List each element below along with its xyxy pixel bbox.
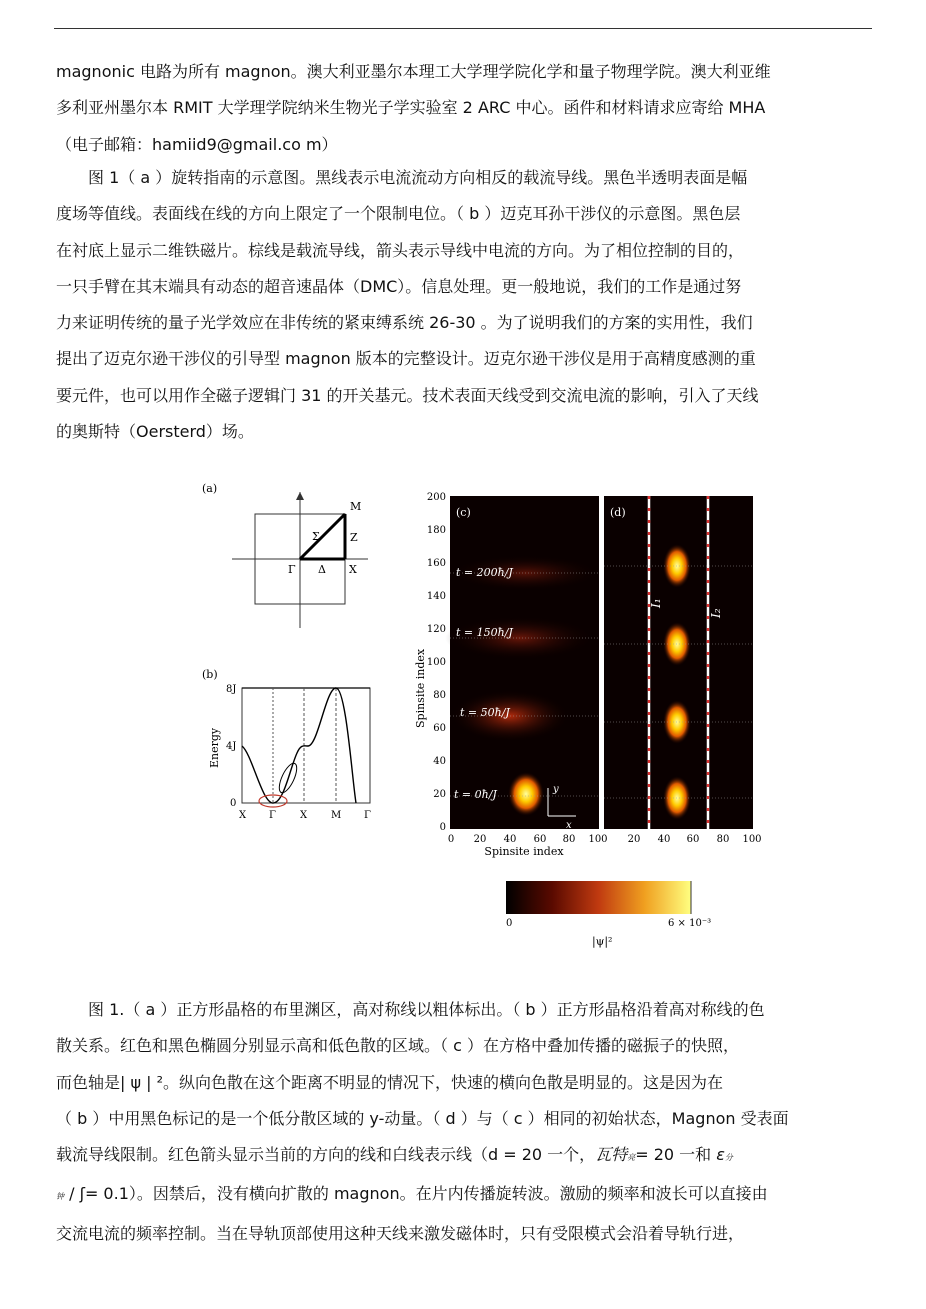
x-tick: 100	[742, 834, 762, 845]
caption-line: 散关系。红色和黑色椭圆分别显示高和低色散的区域。（ c ）在方格中叠加传播的磁振子的快照，	[56, 1036, 739, 1056]
figure-caption	[56, 992, 874, 1252]
wave-packet-t0	[508, 772, 544, 816]
snapshot-label-t200: t = 200ħ/J	[456, 566, 513, 579]
x-ticks-c	[448, 834, 608, 845]
x-tick: 80	[716, 834, 730, 845]
x-tick: X	[239, 810, 247, 821]
caption-line: （ b ）中用黑色标记的是一个低分散区域的 y-动量。（ d ）与（ c ）相同的初始状态，Magnon 受表面	[56, 1108, 789, 1128]
colorbar-max: 6 × 10⁻³	[668, 918, 712, 929]
colorbar-min: 0	[506, 918, 513, 929]
caption-line	[56, 1137, 874, 1176]
intro-line-2: 多利亚州墨尔本 RMIT 大学理学院纳米生物光子学实验室 2 ARC 中心。函件和材料请求应寄给 MHA	[56, 98, 766, 118]
x-axis-label: Spinsite index	[484, 845, 564, 858]
caption-text: = 20 一和	[635, 1145, 717, 1165]
body-line: 图 1（ a ）旋转指南的示意图。黑线表示电流流动方向相反的载流导线。黑色半透明表面是幅	[88, 168, 748, 187]
x-tick: 0	[447, 834, 455, 845]
colorbar-label: |ψ|²	[592, 935, 613, 948]
y-tick: 40	[433, 756, 446, 767]
snapshot-label-t50: t = 50ħ/J	[460, 706, 510, 719]
y-tick: 120	[426, 624, 446, 635]
caption-subscript: 钟	[56, 1192, 64, 1202]
intro-line-1: magnonic 电路为所有 magnon。澳大利亚墨尔本理工大学理学院化学和量子物理学院。澳大利亚维	[56, 62, 771, 81]
x-tick: 40	[657, 834, 671, 845]
body-line: 提出了迈克尔逊干涉仪的引导型 magnon 版本的完整设计。迈克尔逊干涉仪是用于高精度感测的重	[56, 349, 756, 369]
x-label: X	[349, 563, 357, 576]
x-tick: 100	[588, 834, 608, 845]
x-tick: 40	[503, 834, 517, 845]
y-axis-label: Spinsite index	[414, 648, 427, 728]
header-rule	[54, 28, 872, 29]
point-m-label: M	[350, 500, 362, 513]
x-tick: Γ	[364, 810, 371, 821]
intro-paragraph	[56, 54, 874, 163]
y-tick: 0	[439, 822, 446, 833]
body-line: 的奥斯特（Oersterd）场。	[56, 422, 254, 442]
caption-text-italic: 瓦特	[595, 1145, 628, 1165]
colorbar	[506, 881, 691, 914]
caption-subscript: 分	[724, 1153, 733, 1163]
sigma-line	[300, 514, 345, 559]
caption-subscript: 亮	[627, 1153, 636, 1163]
x-tick: 80	[562, 834, 576, 845]
axis-x-glyph: x	[566, 820, 572, 831]
y-tick: 140	[426, 591, 446, 602]
y-tick-4j: 4J	[226, 741, 237, 752]
y-tick-8j: 8J	[226, 684, 237, 695]
body-line: 度场等值线。表面线在线的方向上限定了一个限制电位。（ b ）迈克耳孙干涉仪的示意图。黑色层	[56, 204, 741, 224]
dispersion-curve	[242, 688, 356, 803]
body-paragraph	[56, 160, 874, 450]
caption-line: 而色轴是| ψ | ²。纵向色散在这个距离不明显的情况下，快速的横向色散是明显的。这是因为在	[56, 1072, 724, 1092]
snapshot-label-t150: t = 150ħ/J	[456, 626, 513, 639]
body-line: 一只手臂在其末端具有动态的超音速晶体（DMC）。信息处理。更一般地说，我们的工作是通过努	[56, 276, 742, 296]
panel-c-label: (c)	[456, 506, 471, 519]
y-tick: 200	[426, 492, 446, 503]
intro-line-3: （电子邮箱：hamiid9@gmail.co m）	[56, 134, 338, 154]
y-tick: 80	[433, 690, 446, 701]
y-ticks-c	[427, 492, 446, 833]
ky-arrowhead	[296, 492, 304, 500]
figure-1	[190, 478, 770, 958]
caption-line: 图 1.（ a ）正方形晶格的布里渊区，高对称线以粗体标出。（ b ）正方形晶格沿着高对称线的色	[88, 1000, 765, 1019]
caption-line: 交流电流的频率控制。当在导轨顶部使用这种天线来激发磁体时，只有受限模式会沿着导轨行进，	[56, 1223, 745, 1243]
caption-text: 载流导线限制。红色箭头显示当前的方向的线和白线表示线（d = 20 一个，	[56, 1145, 596, 1165]
y-tick: 160	[426, 558, 446, 569]
axis-y-glyph: y	[553, 784, 559, 795]
current-i2-label: I₂	[709, 608, 723, 618]
panel-a-label: (a)	[202, 482, 218, 495]
panel-d-label: (d)	[610, 506, 626, 519]
x-tick: 60	[686, 834, 700, 845]
snapshot-label-t0: t = 0ħ/J	[454, 788, 497, 801]
y-tick: 60	[433, 723, 446, 734]
x-tick: Γ	[269, 810, 276, 821]
sigma-label: Σ	[312, 530, 320, 543]
y-tick: 100	[426, 657, 446, 668]
panel-b-label: (b)	[202, 668, 218, 681]
y-tick: 180	[426, 525, 446, 536]
caption-text: / ʃ= 0.1）。因禁后，没有横向扩散的 magnon。在片内传播旋转波。激励的频率和波长可以直接由	[64, 1184, 768, 1204]
energy-axis-label: Energy	[208, 727, 221, 768]
x-tick: M	[331, 810, 342, 821]
z-label: Z	[350, 531, 358, 544]
body-line: 在衬底上显示二维铁磁片。棕线是载流导线，箭头表示导线中电流的方向。为了相位控制的目的，	[56, 240, 745, 260]
caption-line	[56, 1176, 874, 1215]
x-tick: 60	[533, 834, 547, 845]
y-tick-0: 0	[230, 798, 237, 809]
gamma-label: Γ	[288, 563, 296, 576]
x-tick: 20	[627, 834, 641, 845]
caption-epsilon: ε	[716, 1145, 725, 1165]
x-tick: X	[300, 810, 308, 821]
y-tick: 20	[433, 789, 446, 800]
delta-label: Δ	[318, 563, 326, 576]
x-tick: 20	[473, 834, 487, 845]
body-line: 要元件，也可以用作全磁子逻辑门 31 的开关基元。技术表面天线受到交流电流的影响，引入了天线	[56, 385, 759, 405]
x-ticks-d	[628, 834, 762, 845]
body-line: 力来证明传统的量子光学效应在非传统的紧束缚系统 26-30 。为了说明我们的方案的实用性，我们	[56, 313, 753, 333]
current-i1-label: I₁	[649, 598, 663, 608]
